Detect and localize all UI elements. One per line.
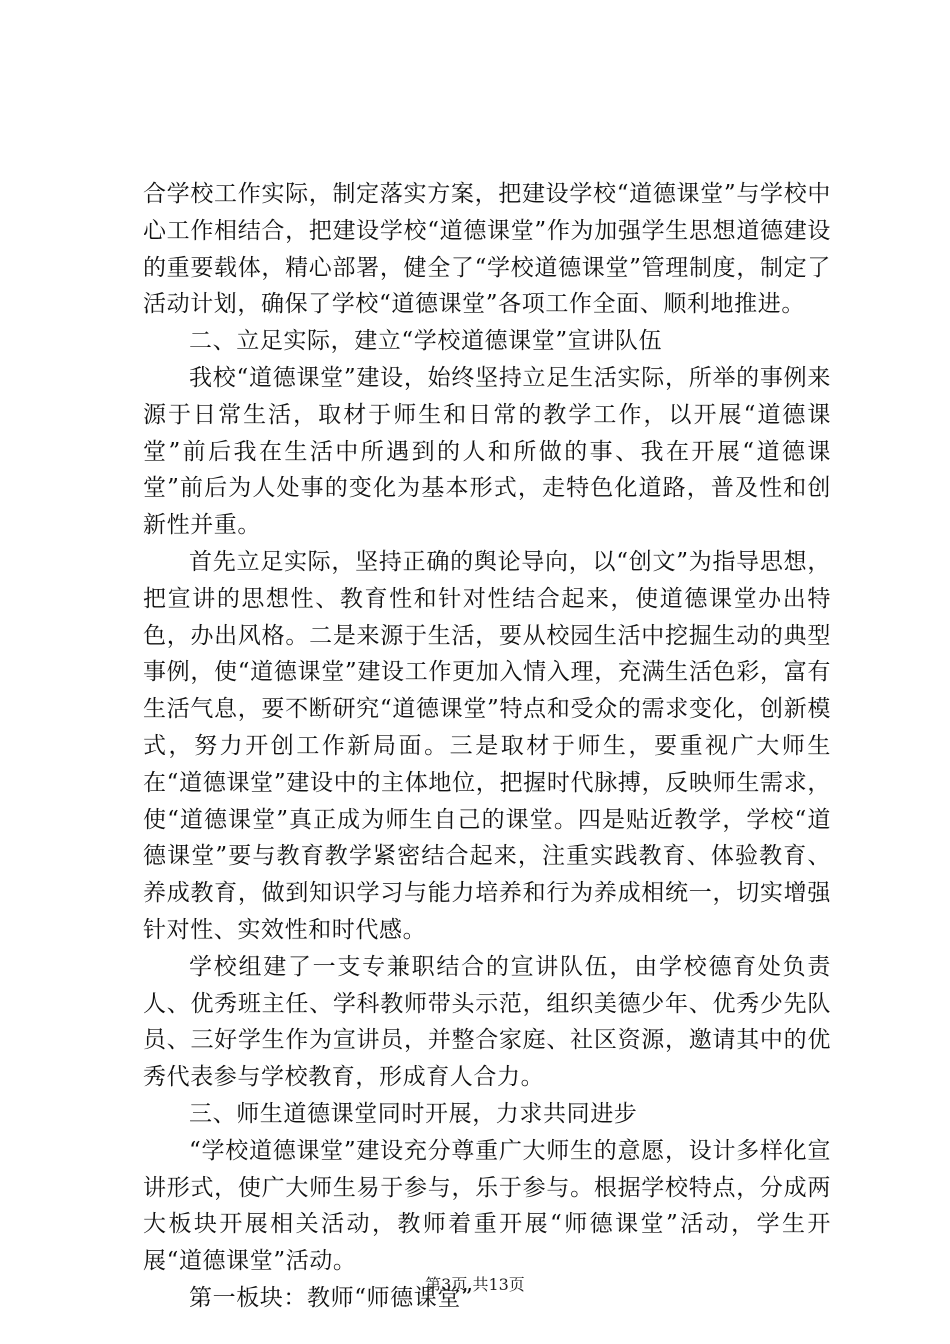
paragraph: 学校组建了一支专兼职结合的宣讲队伍，由学校德育处负责人、优秀班主任、学科教师带头示范，组织美德少年、优秀少先队员、三好学生作为宣讲员，并整合家庭、社区资源，邀请其中的优秀代表参与学校教育，形成育人合力。 <box>143 953 831 1091</box>
subsection-heading: 第一板块：教师“师德课堂” <box>189 1284 474 1311</box>
document-body <box>143 176 831 1317</box>
section-heading-3: 三、师生道德课堂同时开展，力求共同进步 <box>189 1100 638 1127</box>
paragraph: 首先立足实际，坚持正确的舆论导向，以“创文”为指导思想，把宣讲的思想性、教育性和针对性结合起来，使道德课堂办出特色，办出风格。二是来源于生活，要从校园生活中挖掘生动的典型事例，使“道德课堂”建设工作更加入情入理，充满生活色彩，富有生活气息，要不断研究“道德课堂”特点和受众的需求变化，创新模式，努力开创工作新局面。三是取材于师生，要重视广大师生在“道德课堂”建设中的主体地位，把握时代脉搏，反映师生需求，使“道德课堂”真正成为师生自己的课堂。四是贴近教学，学校“道德课堂”要与教育教学紧密结合起来，注重实践教育、体验教育、养成教育，做到知识学习与能力培养和行为养成相统一，切实增强针对性、实效性和时代感。 <box>143 548 831 943</box>
paragraph: “学校道德课堂”建设充分尊重广大师生的意愿，设计多样化宣讲形式，使广大师生易于参与，乐于参与。根据学校特点，分成两大板块开展相关活动，教师着重开展“师德课堂”活动，学生开展“道德课堂”活动。 <box>143 1137 831 1275</box>
paragraph-continuation: 合学校工作实际，制定落实方案，把建设学校“道德课堂”与学校中心工作相结合，把建设学校“道德课堂”作为加强学生思想道德建设的重要载体，精心部署，健全了“学校道德课堂”管理制度，制定了活动计划，确保了学校“道德课堂”各项工作全面、顺利地推进。 <box>143 181 831 318</box>
section-heading-2: 二、立足实际，建立“学校道德课堂”宣讲队伍 <box>189 328 663 355</box>
page-footer: 第3页 共13页 <box>425 1275 525 1294</box>
paragraph: 我校“道德课堂”建设，始终坚持立足生活实际，所举的事例来源于日常生活，取材于师生和日常的教学工作，以开展“道德课堂”前后我在生活中所遇到的人和所做的事、我在开展“道德课堂”前后为人处事的变化为基本形式，走特色化道路，普及性和创新性并重。 <box>143 364 831 539</box>
